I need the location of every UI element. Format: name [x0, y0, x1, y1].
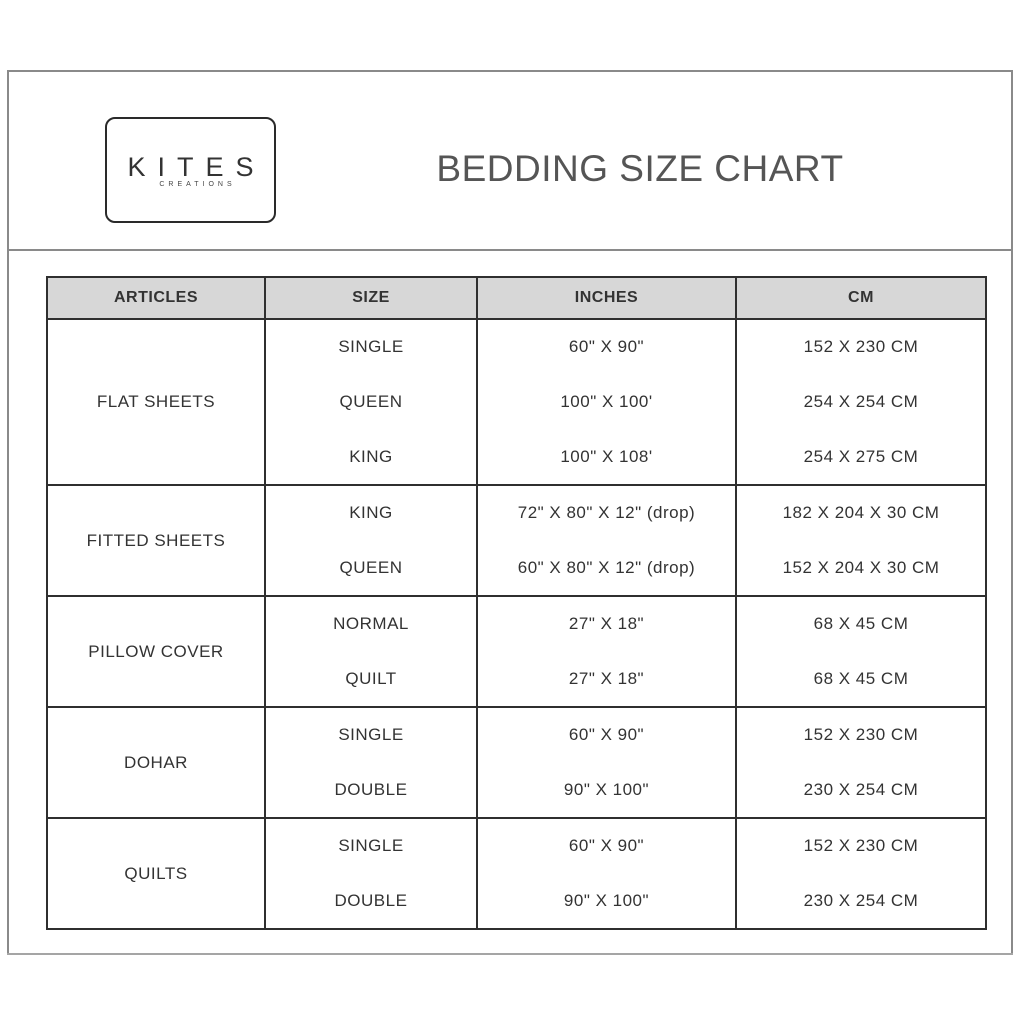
- cm-value: 254 X 254 CM: [803, 391, 919, 411]
- size-value: SINGLE: [338, 725, 404, 745]
- size-cell: [265, 707, 477, 818]
- size-value: NORMAL: [333, 614, 409, 634]
- table-row: [47, 596, 986, 707]
- inches-value: 60" X 90": [568, 337, 645, 357]
- inches-cell: [477, 319, 736, 485]
- size-value: QUEEN: [339, 557, 403, 577]
- cm-value: 182 X 204 X 30 CM: [782, 503, 940, 523]
- inches-value: 60" X 90": [568, 725, 645, 745]
- cm-value: 230 X 254 CM: [803, 890, 919, 910]
- article-cell: FLAT SHEETS: [47, 319, 265, 485]
- table-row: [47, 485, 986, 596]
- size-value: KING: [349, 446, 393, 466]
- cm-cell: [736, 596, 986, 707]
- article-cell: FITTED SHEETS: [47, 485, 265, 596]
- cm-value: 152 X 230 CM: [803, 725, 919, 745]
- cm-value: 152 X 204 X 30 CM: [782, 557, 940, 577]
- logo-wordmark: KITES: [127, 151, 266, 182]
- brand-logo: [105, 117, 276, 223]
- cm-value: 152 X 230 CM: [803, 836, 919, 856]
- inches-cell: [477, 596, 736, 707]
- inches-value: 90" X 100": [563, 890, 650, 910]
- cm-value: 152 X 230 CM: [803, 337, 919, 357]
- column-header-articles: ARTICLES: [47, 277, 265, 319]
- cm-value: 254 X 275 CM: [803, 446, 919, 466]
- size-cell: [265, 319, 477, 485]
- inches-value: 100" X 100': [560, 391, 653, 411]
- article-cell: PILLOW COVER: [47, 596, 265, 707]
- cm-value: 230 X 254 CM: [803, 779, 919, 799]
- cm-cell: [736, 319, 986, 485]
- column-header-inches: INCHES: [477, 277, 736, 319]
- article-cell: DOHAR: [47, 707, 265, 818]
- inches-value: 90" X 100": [563, 779, 650, 799]
- inches-value: 27" X 18": [568, 614, 645, 634]
- size-value: DOUBLE: [334, 779, 408, 799]
- inches-value: 60" X 80" X 12" (drop): [517, 557, 696, 577]
- article-cell: QUILTS: [47, 818, 265, 929]
- cm-value: 68 X 45 CM: [813, 614, 909, 634]
- size-value: QUEEN: [339, 391, 403, 411]
- size-value: DOUBLE: [334, 890, 408, 910]
- size-value: QUILT: [345, 668, 397, 688]
- inches-value: 100" X 108': [560, 446, 653, 466]
- inches-cell: [477, 818, 736, 929]
- table-row: [47, 707, 986, 818]
- table-header-row: [47, 277, 986, 319]
- size-value: SINGLE: [338, 337, 404, 357]
- size-value: SINGLE: [338, 836, 404, 856]
- size-cell: [265, 818, 477, 929]
- inches-value: 72" X 80" X 12" (drop): [517, 503, 696, 523]
- table-row: [47, 319, 986, 485]
- cm-value: 68 X 45 CM: [813, 668, 909, 688]
- inches-value: 27" X 18": [568, 668, 645, 688]
- cm-cell: [736, 818, 986, 929]
- cm-cell: [736, 485, 986, 596]
- column-header-size: SIZE: [265, 277, 477, 319]
- column-header-cm: CM: [736, 277, 986, 319]
- inches-cell: [477, 485, 736, 596]
- cm-cell: [736, 707, 986, 818]
- page-title: BEDDING SIZE CHART: [436, 148, 844, 189]
- footer-divider: [7, 953, 1013, 955]
- size-cell: [265, 596, 477, 707]
- size-cell: [265, 485, 477, 596]
- header-divider: [7, 249, 1013, 251]
- table-row: [47, 818, 986, 929]
- inches-value: 60" X 90": [568, 836, 645, 856]
- size-chart-table: [46, 276, 987, 930]
- logo-tagline: CREATIONS: [159, 180, 236, 188]
- inches-cell: [477, 707, 736, 818]
- size-value: KING: [349, 503, 393, 523]
